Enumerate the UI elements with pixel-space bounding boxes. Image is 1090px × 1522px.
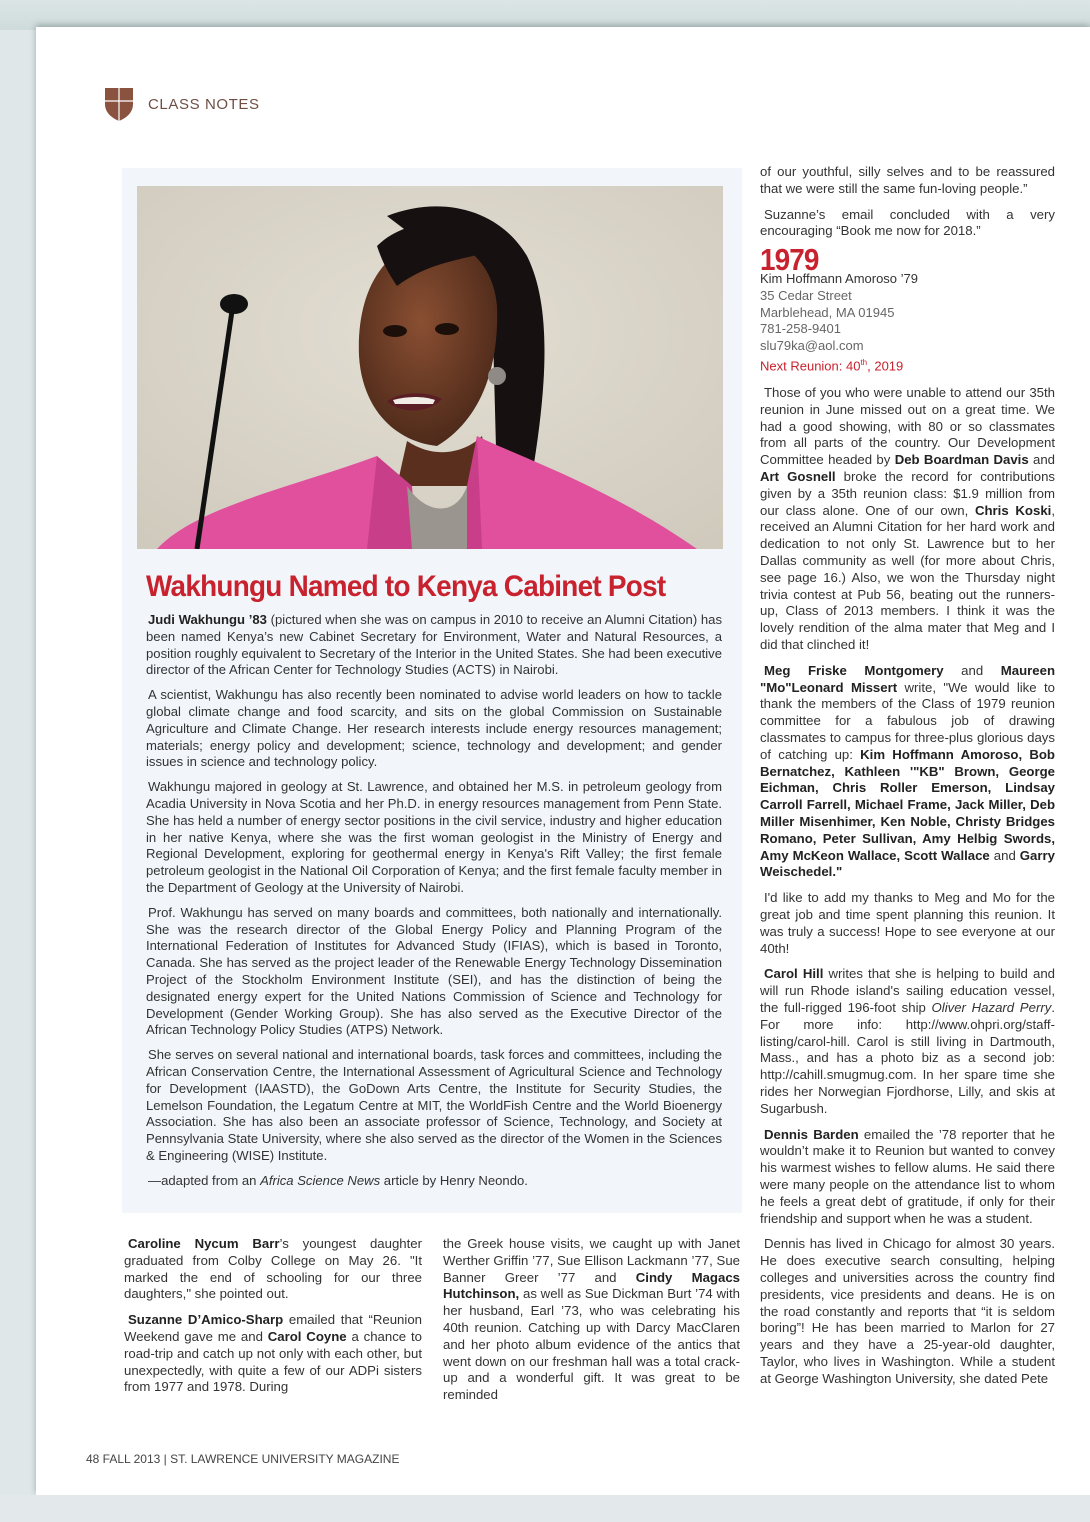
note-paragraph: Carol Hill writes that she is helping to build and will run Rhode island's sailing education vessel, the full-rigged 196-foot ship Oliver Hazard Perry. For more info: http://www.ohpri.org/staff-listing/carol-hill. Carol is still living in Dartmouth, Mass., and has a photo biz as a second job: http://cahill.smugmug.com. In her spare time she rides her Norwegian Fjordhorse, Lilly, and skis at Sugarbush. [760,966,1055,1116]
person-name: Meg Friske Montgomery [764,662,944,678]
class-notes-column-1 [124,1236,422,1405]
correspondent-phone: 781-258-9401 [760,321,841,337]
section-header [104,86,260,122]
person-name: Art Gosnell [760,469,836,485]
person-name: Judi Wakhungu ’83 [148,612,267,627]
feature-body [146,612,722,1198]
class-notes-column-3 [760,164,1055,1397]
person-name: Chris Koski [974,502,1052,518]
note-paragraph: Meg Friske Montgomery and Maureen "Mo"Leonard Missert write, "We would like to thank the members of the Class of 1979 reunion committee for a fabulous job of drawing classmates to campus for three-plus glorious days of catching up: Kim Hoffmann Amoroso, Bob Bernatchez, Kathleen '"KB" Brown, George Eichman, Chris Roller Emerson, Lindsay Carroll Farrell, Michael Frame, Jack Miller, Deb Miller Misenhimer, Ken Noble, Christy Bridges Romano, Peter Sullivan, Amy Helbig Swords, Amy McKeon Wallace, Scott Wallace and Garry Weischedel." [760,662,1055,880]
ship-name: Oliver Hazard Perry [931,999,1052,1015]
note-paragraph: of our youthful, silly selves and to be reassured that we were still the same fun-loving people.” [760,164,1055,196]
article-credit: —adapted from an Africa Science News article by Henry Neondo. [148,1172,528,1188]
feature-paragraph: She serves on several national and international boards, task forces and committees, including the African Conservation Centre, the International Assessment of Agricultural Science and Technology for Development (IAASTD), the GoDown Arts Centre, the Institute for Security Studies, the Lemelson Foundation, the Legatum Centre at MIT, the WorldFish Centre and the World Bioenergy Association. She has also been an associate professor of Science, Technology, and Society at Pennsylvania State University, where she also served as the director of the Women in the Sciences & Engineering (WISE) Institute. [146,1047,722,1163]
note-paragraph: Suzanne D’Amico-Sharp emailed that “Reunion Weekend gave me and Carol Coyne a chance to road-trip and catch up not only with each other, but unexpectedly, with quite a few of our ADPi sisters from 1977 and 1978. During [124,1312,422,1395]
shield-icon [104,86,134,122]
person-name: Deb Boardman Davis [894,452,1029,468]
correspondent-email[interactable]: slu79ka@aol.com [760,338,864,354]
person-name: Caroline Nycum Barr [128,1236,280,1251]
note-paragraph: Those of you who were unable to attend our 35th reunion in June missed out on a great time. We had a good showing, with 80 or so classmates from all parts of the country. Our Development Committee headed by Deb Boardman Davis and Art Gosnell broke the record for contributions given by a 35th reunion class: $1.9 million from our class alone. One of our own, Chris Koski, received an Alumni Citation for her hard work and dedication to not only St. Lawrence but to her Dallas community as well (for more about Chris, see page 16.) Also, we won the Thursday night trivia contest at Pub 56, beating out the runners-up, Class of 2013 members. I think it was the lovely rendition of the alma mater that Meg and I did that clinched it! [760,385,1056,653]
feature-paragraph: A scientist, Wakhungu has also recently been nominated to advise world leaders on how to tackle global climate change and food scarcity, and sits on the global Commission on Sustainable Agriculture and Climate Change. Her research interests include energy resources management; materials; energy policy and development; science, technology and development; and gender issues in science and technology policy. [146,687,722,770]
note-paragraph: Dennis Barden emailed the ’78 reporter that he wouldn’t make it to Reunion but wanted to convey his warmest wishes to fellow alums. He said there were many people on the attendance list to whom he feels a great debt of gratitude, if only for their friendship and support when he was a student. [760,1126,1055,1226]
person-name: Cindy Magacs Hutchinson, [443,1269,740,1302]
class-year-heading: 1979 [760,242,819,278]
note-paragraph: I'd like to add my thanks to Meg and Mo for the great job and time spent planning this reunion. It was truly a success! Hope to see everyone at our 40th! [760,890,1055,956]
person-name: Maureen "Mo"Leonard Missert [760,662,1055,695]
note-paragraph: Suzanne’s email concluded with a very encouraging “Book me now for 2018.” [760,206,1055,239]
scan-bottom-edge [0,1495,1090,1522]
person-name: Carol Coyne [267,1328,347,1344]
feature-paragraph: Prof. Wakhungu has served on many boards and committees, both nationally and internationally. She was the research director of the Global Energy Policy and Planning Program of the International Federation of Institutes for Advanced Study (IFIAS), which is based in Toronto, Canada. She has served as the project leader of the Renewable Energy Technology Dissemination Project of the Stockholm Environment Institute (SEI), and has the distinction of being the designated energy expert for the United Nations Commission of Science and Technology for Development (Gender Working Group). She has also served as the Executive Director of the African Technology Policy Studies (ATPS) Network. [146,904,722,1038]
person-name: Carol Hill [764,966,824,982]
correspondent-name: Kim Hoffmann Amoroso ’79 [760,270,918,286]
scan-top-edge [0,0,1090,30]
committee-names: Kim Hoffmann Amoroso, Bob Bernatchez, Kathleen '"KB" Brown, George Eichman, Chris Roller Emerson, Lindsay Carroll Farrell, Michael Frame, Jack Miller, Deb Miller Misenhimer, Ken Noble, Christy Bridges Romano, Peter Sullivan, Amy Helbig Swords, Amy McKeon Wallace, Scott Wallace [760,746,1055,863]
correspondent-city: Marblehead, MA 01945 [760,304,895,320]
note-paragraph: Caroline Nycum Barr’s youngest daughter graduated from Colby College on May 26. "It marked the end of schooling for our three daughters," she pointed out. [124,1236,423,1302]
class-correspondent-contact [760,271,1055,375]
person-name: Suzanne D’Amico-Sharp [128,1312,284,1328]
note-paragraph: the Greek house visits, we caught up with Janet Werther Griffin ’77, Sue Ellison Lackmann ’77, Sue Banner Greer ’77 and Cindy Magacs Hutchinson, as well as Sue Dickman Burt ’74 with her husband, Earl ’73, who was celebrating his 40th reunion. Catching up with Darcy MacClaren and her photo album evidence of the antics that went down on our freshman hall was a total crack-up and a wonderful gift. It was great to be reminded [443,1236,740,1403]
note-paragraph: Dennis has lived in Chicago for almost 30 years. He does executive search consulting, helping colleges and universities across the country find presidents, vice presidents and deans. He is on the road constantly and reports that “it is seldom boring”! He has been married to Marlon for 27 years and they have a 25-year-old daughter, Taylor, who lives in Washington. While a student at George Washington University, she dated Pete [760,1236,1055,1386]
correspondent-street: 35 Cedar Street [760,287,852,303]
feature-paragraph: Judi Wakhungu ’83 (pictured when she was on campus in 2010 to receive an Alumni Citation) has been named Kenya’s new Cabinet Secretary for Environment, Water and Natural Resources, a position roughly equivalent to Secretary of the Interior in the United States. She had been executive director of the African Center for Technology Studies (ACTS) in Nairobi. [146,612,722,678]
section-title: CLASS NOTES [148,95,260,113]
feature-photo [137,186,723,549]
feature-headline: Wakhungu Named to Kenya Cabinet Post [146,570,666,603]
portrait-illustration [137,186,723,549]
feature-paragraph: Wakhungu majored in geology at St. Lawrence, and obtained her M.S. in petroleum geology from Acadia University in Nova Scotia and her Ph.D. in energy resources management from Penn State. She has held a number of energy sector positions in the civil service, industry and higher education in her native Kenya, where she was the first woman geologist in the Ministry of Energy and Regional Development, exploring for geothermal energy in Kenya's Rift Valley; the first female petroleum geologist in the National Oil Corporation of Kenya; and the first female faculty member in the Department of Geology at the University of Nairobi. [146,779,722,895]
class-notes-column-2 [443,1236,740,1413]
person-name: Dennis Barden [764,1126,859,1142]
page-footer: 48 FALL 2013 | ST. LAWRENCE UNIVERSITY MAGAZINE [86,1452,400,1466]
publication-name: Africa Science News [260,1172,381,1188]
person-name: Garry Weischedel." [760,847,1055,880]
next-reunion: Next Reunion: 40th, 2019 [760,357,904,374]
